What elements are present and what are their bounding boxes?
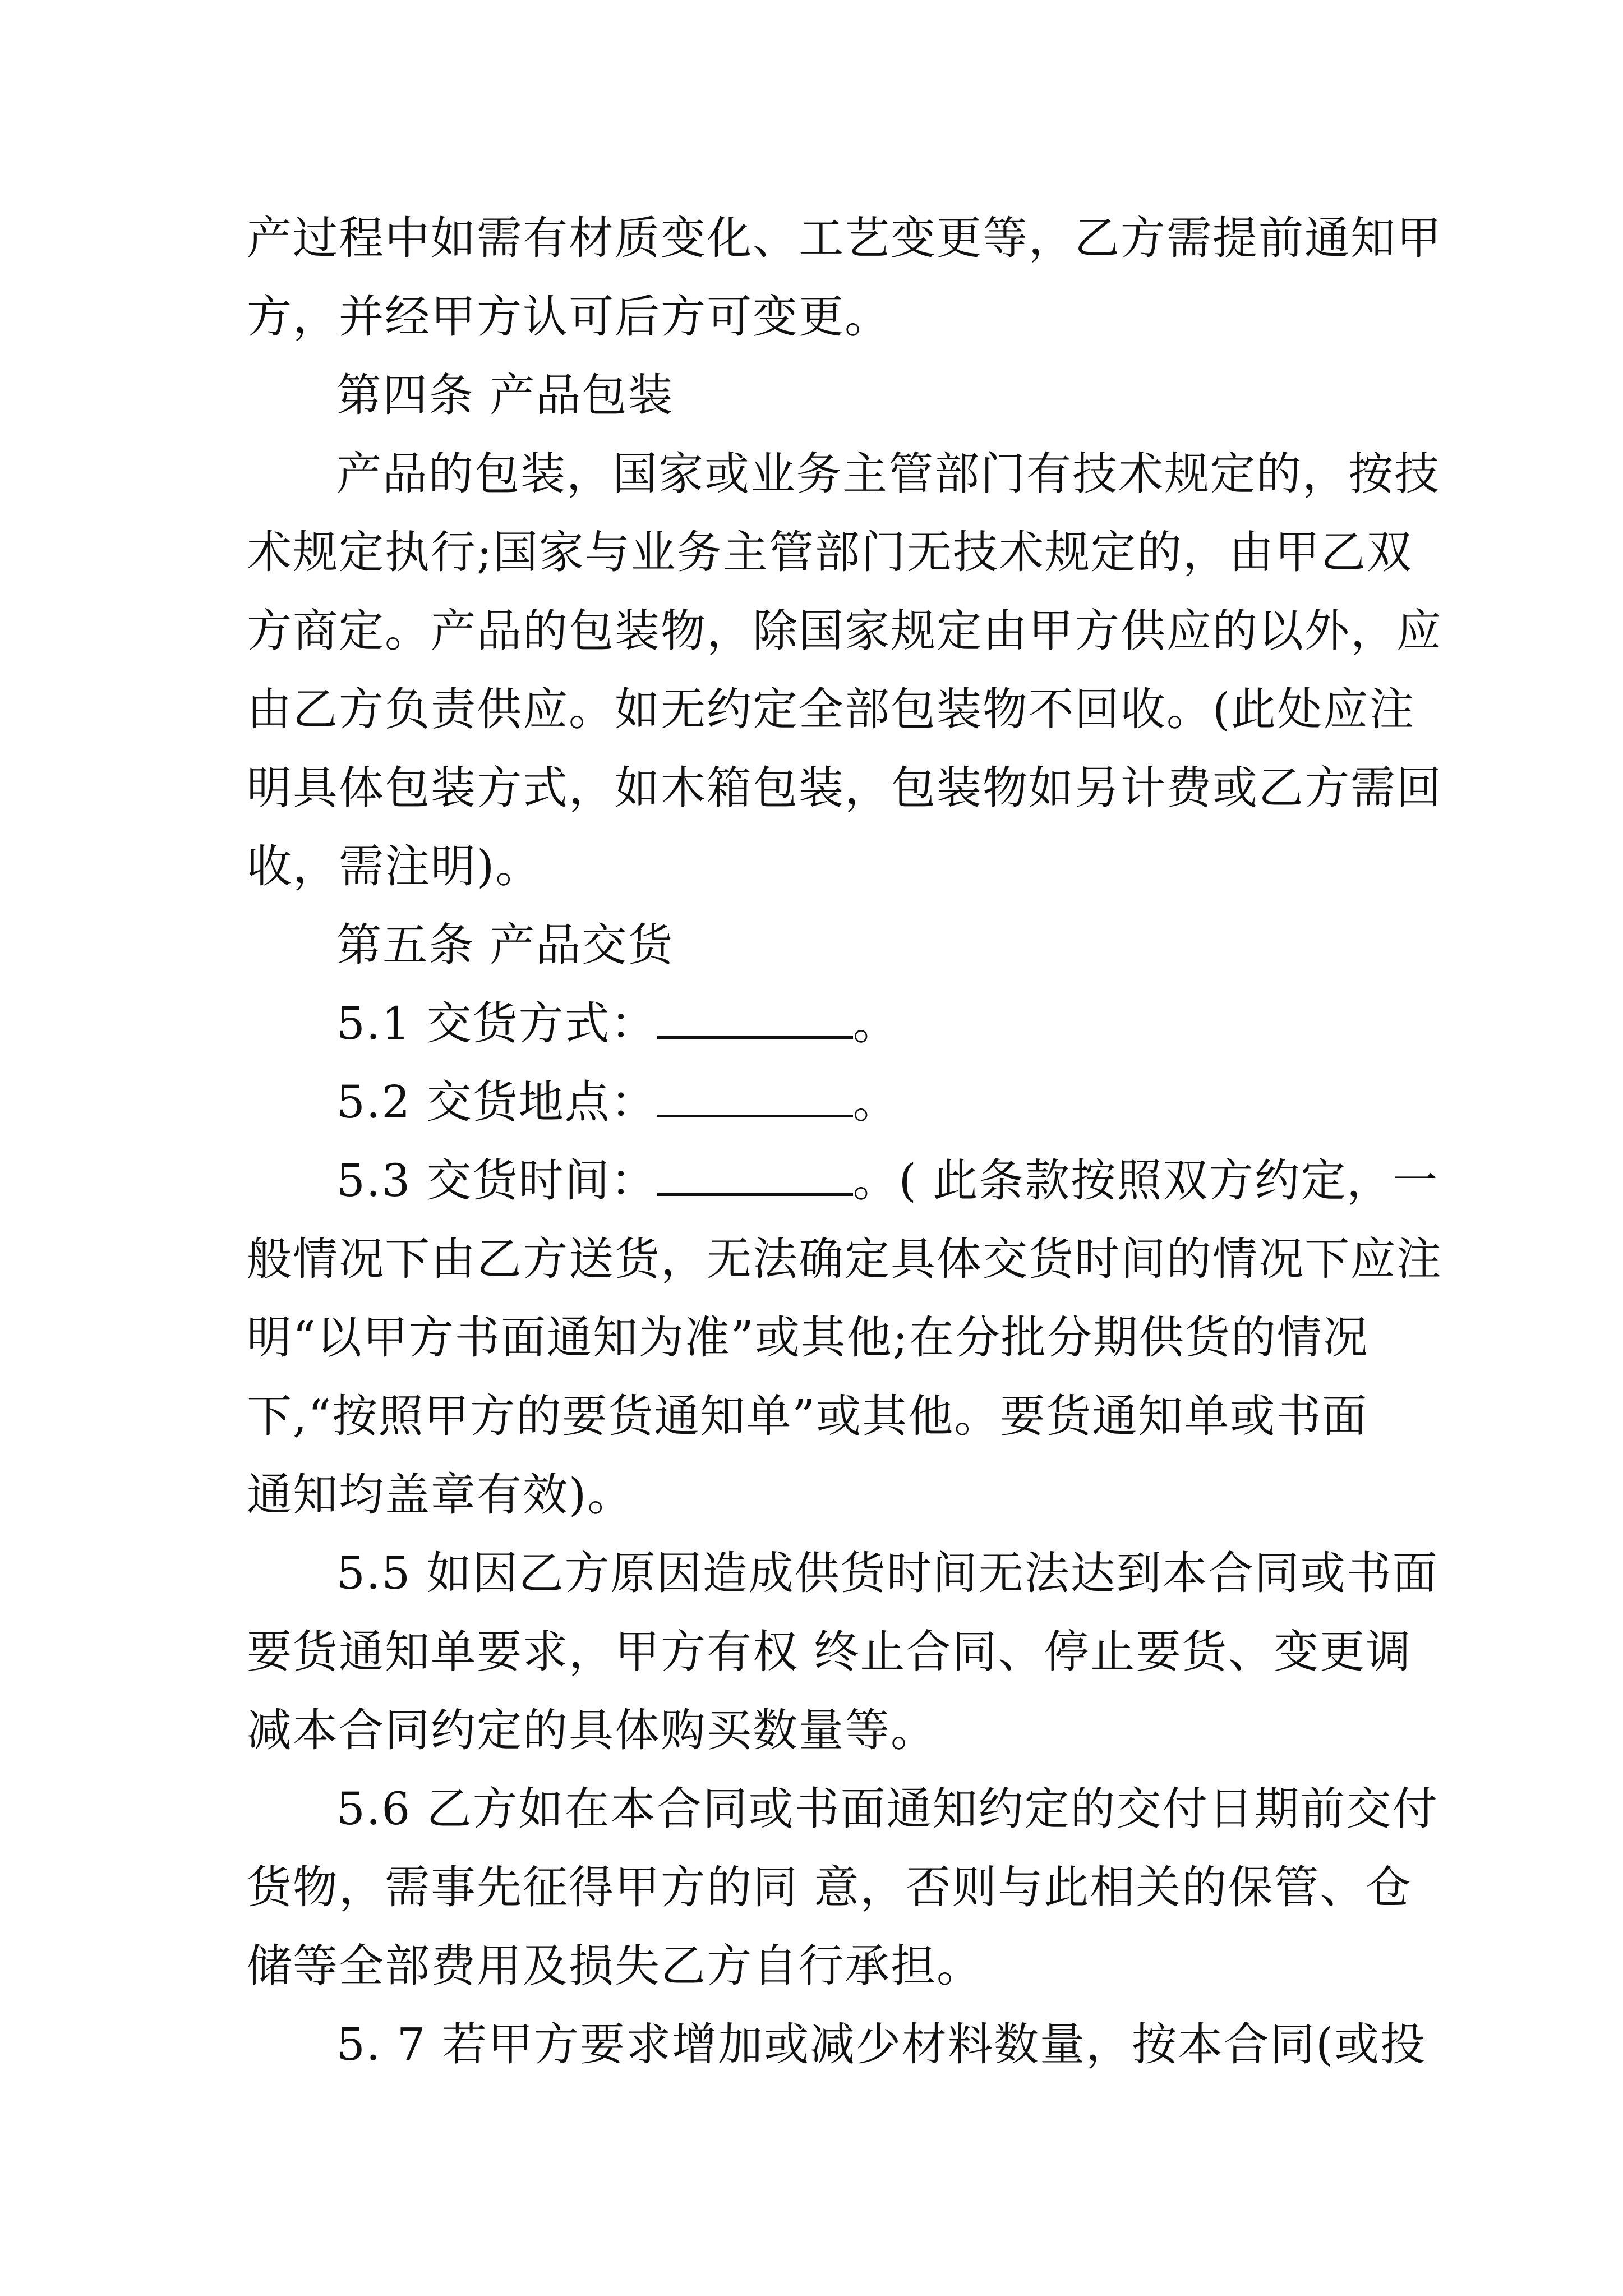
paragraph-line: 货物，需事先征得甲方的同 意，否则与此相关的保管、仓: [247, 1861, 1412, 1913]
paragraph-line: 明“以甲方书面通知为准”或其他;在分批分期供货的情况: [247, 1312, 1369, 1364]
line-end: 。: [852, 1076, 899, 1128]
form-line-delivery-method: [336, 993, 1486, 1055]
paragraph-line: 5.6 乙方如在本合同或书面通知约定的交付日期前交付: [336, 1783, 1438, 1835]
paragraph-line: 减本合同约定的具体购买数量等。: [247, 1704, 937, 1756]
line-end: 。: [852, 997, 899, 1050]
paragraph-line: 方，并经甲方认可后方可变更。: [247, 291, 891, 343]
paragraph-line: 般情况下由乙方送货，无法确定具体交货时间的情况下应注: [247, 1233, 1442, 1285]
line-end: 。( 此条款按照双方约定，一: [852, 1154, 1439, 1207]
blank-field: [657, 1074, 853, 1117]
section-heading: 第四条 产品包装: [336, 369, 674, 421]
blank-field: [657, 996, 853, 1039]
paragraph-line: 术规定执行;国家与业务主管部门无技术规定的，由甲乙双: [247, 526, 1413, 578]
field-label: 5.1 交货方式：: [336, 997, 657, 1050]
paragraph-line: 明具体包装方式，如木箱包装，包装物如另计费或乙方需回: [247, 762, 1442, 814]
paragraph-line: 方商定。产品的包装物，除国家规定由甲方供应的以外，应: [247, 605, 1442, 657]
paragraph-line: 产品的包装，国家或业务主管部门有技术规定的，按技: [336, 448, 1440, 500]
paragraph-line: 收，需注明)。: [247, 840, 542, 892]
paragraph-line: 5.5 如因乙方原因造成供货时间无法达到本合同或书面: [336, 1547, 1438, 1599]
paragraph-line: 5. 7 若甲方要求增加或减少材料数量，按本合同(或投: [336, 2018, 1427, 2070]
section-heading: 第五条 产品交货: [336, 919, 674, 971]
form-line-delivery-time: [336, 1150, 1486, 1212]
form-line-delivery-place: [336, 1071, 1486, 1133]
paragraph-line: 由乙方负责供应。如无约定全部包装物不回收。(此处应注: [247, 683, 1415, 735]
paragraph-line: 要货通知单要求，甲方有权 终止合同、停止要货、变更调: [247, 1626, 1412, 1678]
field-label: 5.3 交货时间：: [336, 1154, 657, 1207]
paragraph-line: 通知均盖章有效)。: [247, 1469, 634, 1521]
paragraph-line: 储等全部费用及损失乙方自行承担。: [247, 1940, 983, 1992]
paragraph-line: 产过程中如需有材质变化、工艺变更等，乙方需提前通知甲: [247, 212, 1442, 264]
field-label: 5.2 交货地点：: [336, 1076, 657, 1128]
blank-field: [657, 1153, 853, 1196]
paragraph-line: 下,“按照甲方的要货通知单”或其他。要货通知单或书面: [247, 1390, 1368, 1442]
